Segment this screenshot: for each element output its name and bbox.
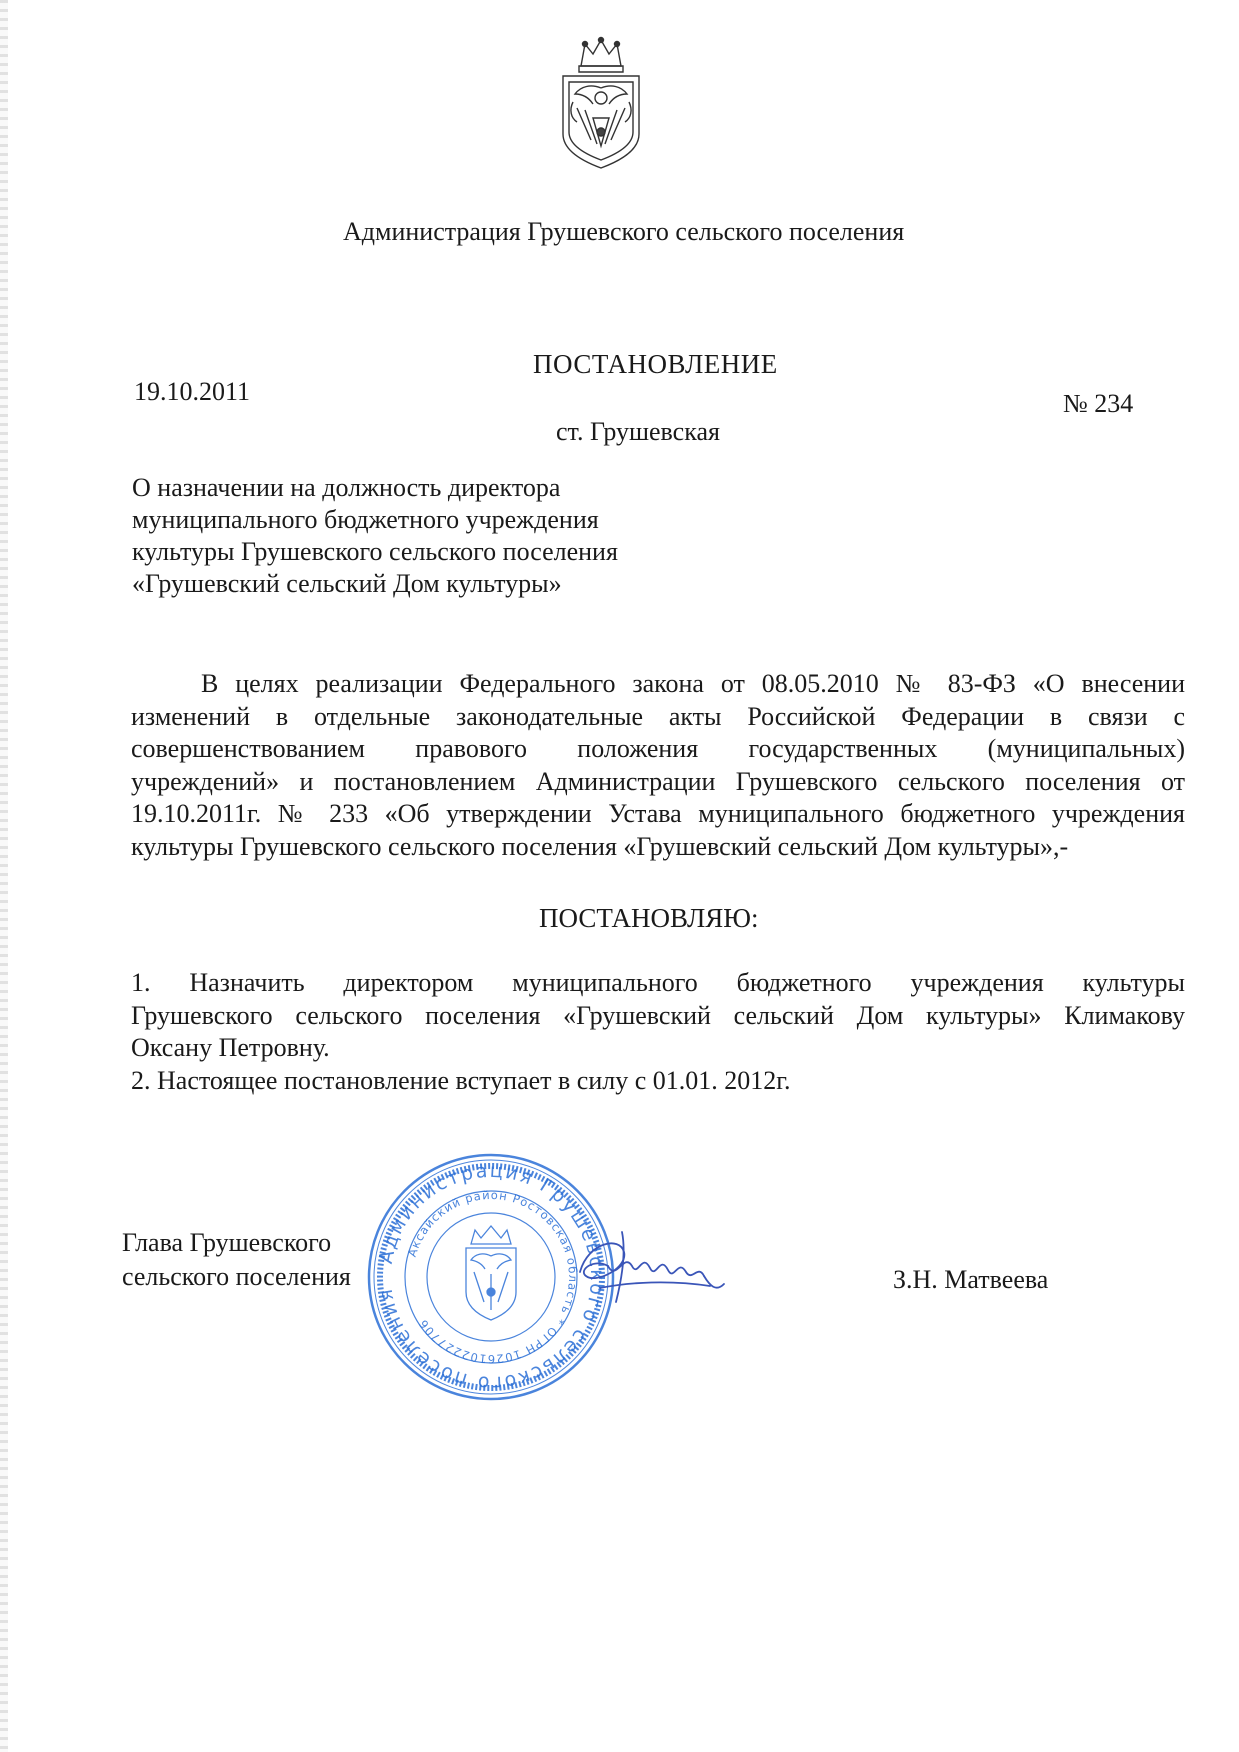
body-line: изменений в отдельные законодательные акты Российской Федерации в связи с [131,701,1185,731]
svg-text:Аксайский район Ростовская обл: Аксайский район Ростовская область * ОГРН 1026102227706 [404,1187,581,1367]
item-2: 2. Настоящее постановление вступает в силу с 01.01. 2012г. [131,1065,791,1095]
signatory-position-line: сельского поселения [122,1262,351,1291]
signatory-name: З.Н. Матвеева [893,1265,1049,1294]
decree-heading: ПОСТАНОВЛЯЮ: [539,903,759,933]
subject-line: «Грушевский сельский Дом культуры» [132,569,562,598]
document-date: 19.10.2011 [134,377,251,406]
scan-edge-artifact [0,0,8,1752]
body-line: 19.10.2011г. № 233 «Об утверждении Устава муниципального бюджетного учреждения [131,799,1185,828]
organization-header: Администрация Грушевского сельского поселения [343,217,905,246]
body-line: совершенствованием правового положения государственных (муниципальных) [131,734,1185,763]
coat-of-arms-icon [555,36,647,171]
document-number: № 234 [1063,389,1134,418]
decree-items [131,967,1185,1097]
signatory-position [122,1226,351,1294]
body-line: культуры Грушевского сельского поселения «Грушевский сельский Дом культуры»,- [131,831,1069,861]
document-type-title: ПОСТАНОВЛЕНИЕ [533,349,778,379]
document-subject [132,472,618,600]
svg-text:Администрация Грушевского сель: Администрация Грушевского сельского поселения [374,1159,609,1395]
signatory-position-line: Глава Грушевского [122,1228,332,1257]
body-line: В целях реализации Федерального закона от 08.05.2010 № 83-ФЗ «О внесении [201,669,1185,698]
preamble-paragraph [131,668,1185,863]
subject-line: О назначении на должность директора [132,473,561,502]
subject-line: культуры Грушевского сельского поселения [132,537,618,566]
handwritten-signature-icon [560,1222,730,1312]
item-1-line: 1. Назначить директором муниципального бюджетного учреждения культуры [131,968,1185,997]
item-1-line: Грушевского сельского поселения «Грушевский сельский Дом культуры» Климакову [131,1000,1185,1030]
subject-line: муниципального бюджетного учреждения [132,505,599,534]
item-1-line: Оксану Петровну. [131,1033,330,1062]
document-place: ст. Грушевская [556,417,720,446]
body-line: учреждений» и постановлением Администрации Грушевского сельского поселения от [131,766,1185,796]
